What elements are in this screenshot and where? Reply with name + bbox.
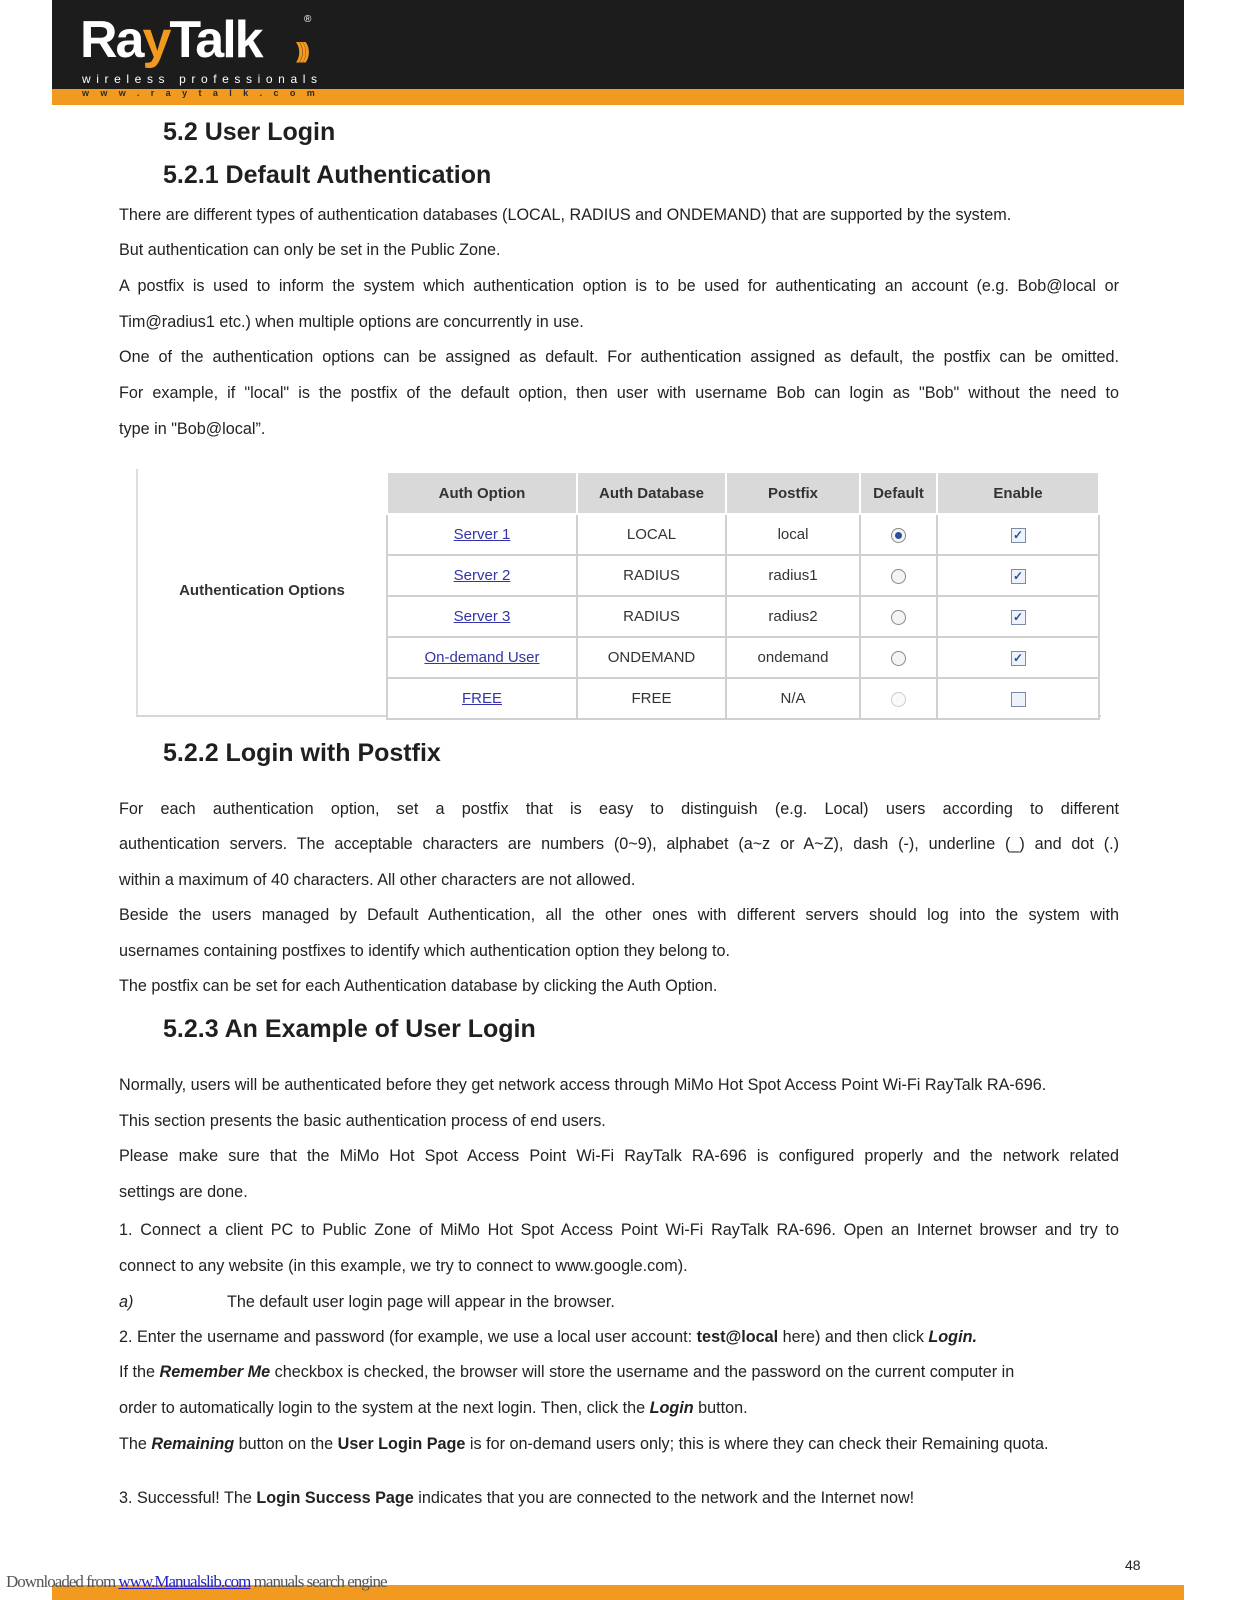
auth-options-table	[386, 471, 1100, 720]
auth-database: ONDEMAND	[577, 637, 726, 678]
auth-postfix: radius1	[726, 555, 860, 596]
column-header: Auth Database	[577, 472, 726, 514]
table-row	[387, 678, 1099, 719]
paragraph: Beside the users managed by Default Authentication, all the other ones with different servers should log into the system with	[119, 906, 1119, 924]
signal-waves-icon: )))	[296, 38, 306, 63]
page-number: 48	[1125, 1557, 1141, 1573]
logo-url: www.raytalk.com	[82, 88, 327, 98]
paragraph: within a maximum of 40 characters. All other characters are not allowed.	[119, 871, 636, 889]
auth-postfix: ondemand	[726, 637, 860, 678]
paragraph: The postfix can be set for each Authentication database by clicking the Auth Option.	[119, 977, 718, 995]
section-5-2-2-title: 5.2.2 Login with Postfix	[163, 739, 441, 767]
column-header: Postfix	[726, 472, 860, 514]
table-row	[387, 637, 1099, 678]
auth-database: RADIUS	[577, 555, 726, 596]
auth-options-label: Authentication Options	[179, 582, 345, 599]
paragraph: order to automatically login to the system at the next login. Then, click the Login button.	[119, 1399, 748, 1417]
paragraph: This section presents the basic authentication process of end users.	[119, 1112, 606, 1130]
paragraph: A postfix is used to inform the system which authentication option is to be used for authenticating an account (e.g. Bob@local or	[119, 277, 1119, 295]
enable-checkbox[interactable]: ✓	[1011, 528, 1026, 543]
paragraph: type in "Bob@local”.	[119, 420, 266, 438]
raytalk-logo: RayTalk	[80, 11, 262, 69]
step-3: 3. Successful! The Login Success Page indicates that you are connected to the network and the Internet now!	[119, 1489, 915, 1507]
download-note: Downloaded from www.Manualslib.com manuals search engine	[6, 1572, 387, 1591]
column-header: Default	[860, 472, 937, 514]
paragraph: For each authentication option, set a postfix that is easy to distinguish (e.g. Local) users according to different	[119, 800, 1119, 818]
enable-checkbox[interactable]: ✓	[1011, 651, 1026, 666]
auth-postfix: radius2	[726, 596, 860, 637]
section-5-2-1-title: 5.2.1 Default Authentication	[163, 161, 492, 189]
default-radio[interactable]	[891, 528, 906, 543]
step-1-cont: connect to any website (in this example, we try to connect to www.google.com).	[119, 1257, 688, 1275]
default-radio-disabled	[891, 692, 906, 707]
paragraph: One of the authentication options can be assigned as default. For authentication assigned as default, the postfix can be omitted.	[119, 348, 1119, 366]
paragraph: But authentication can only be set in the Public Zone.	[119, 241, 501, 259]
auth-option-link-on-demand[interactable]: On-demand User	[387, 637, 577, 678]
paragraph: authentication servers. The acceptable characters are numbers (0~9), alphabet (a~z or A~Z), dash (-), underline (_) and dot (.)	[119, 835, 1119, 853]
auth-database: RADIUS	[577, 596, 726, 637]
remaining-paragraph: The Remaining button on the User Login Page is for on-demand users only; this is where they can check their Remaining quota.	[119, 1435, 1049, 1453]
manualslib-link[interactable]: www.Manualslib.com	[118, 1572, 251, 1591]
auth-option-link-free[interactable]: FREE	[387, 678, 577, 719]
enable-checkbox[interactable]	[1011, 692, 1026, 707]
auth-database: FREE	[577, 678, 726, 719]
default-radio[interactable]	[891, 610, 906, 625]
registered-mark: ®	[304, 14, 312, 25]
paragraph: Please make sure that the MiMo Hot Spot Access Point Wi-Fi RayTalk RA-696 is configured properly and the network related	[119, 1147, 1119, 1165]
logo-tagline: wireless professionals	[82, 72, 323, 86]
auth-option-link-server-3[interactable]: Server 3	[387, 596, 577, 637]
substep-text: The default user login page will appear in the browser.	[227, 1293, 615, 1311]
default-radio[interactable]	[891, 569, 906, 584]
default-radio[interactable]	[891, 651, 906, 666]
section-5-2-title: 5.2 User Login	[163, 118, 336, 146]
auth-postfix: N/A	[726, 678, 860, 719]
auth-option-link-server-2[interactable]: Server 2	[387, 555, 577, 596]
table-row	[387, 514, 1099, 555]
enable-checkbox[interactable]: ✓	[1011, 569, 1026, 584]
auth-option-link-server-1[interactable]: Server 1	[387, 514, 577, 555]
auth-database: LOCAL	[577, 514, 726, 555]
section-5-2-3-title: 5.2.3 An Example of User Login	[163, 1015, 536, 1043]
substep-label: a)	[119, 1293, 134, 1311]
paragraph: There are different types of authentication databases (LOCAL, RADIUS and ONDEMAND) that are supported by the system.	[119, 206, 1012, 224]
remember-me-paragraph: If the Remember Me checkbox is checked, the browser will store the username and the password on the current computer in	[119, 1363, 1015, 1381]
column-header: Auth Option	[387, 472, 577, 514]
table-row	[387, 596, 1099, 637]
paragraph: Normally, users will be authenticated before they get network access through MiMo Hot Spot Access Point Wi-Fi RayTalk RA-696.	[119, 1076, 1047, 1094]
paragraph: For example, if "local" is the postfix of the default option, then user with username Bob can login as "Bob" without the need to	[119, 384, 1119, 402]
step-2: 2. Enter the username and password (for example, we use a local user account: test@local here) and then click Login.	[119, 1328, 977, 1346]
auth-postfix: local	[726, 514, 860, 555]
enable-checkbox[interactable]: ✓	[1011, 610, 1026, 625]
paragraph: usernames containing postfixes to identify which authentication option they belong to.	[119, 942, 731, 960]
step-1: 1. Connect a client PC to Public Zone of MiMo Hot Spot Access Point Wi-Fi RayTalk RA-696. Open an Internet browser and try to	[119, 1221, 1119, 1239]
paragraph: Tim@radius1 etc.) when multiple options are concurrently in use.	[119, 313, 584, 331]
column-header: Enable	[937, 472, 1099, 514]
table-row	[387, 555, 1099, 596]
paragraph: settings are done.	[119, 1183, 248, 1201]
